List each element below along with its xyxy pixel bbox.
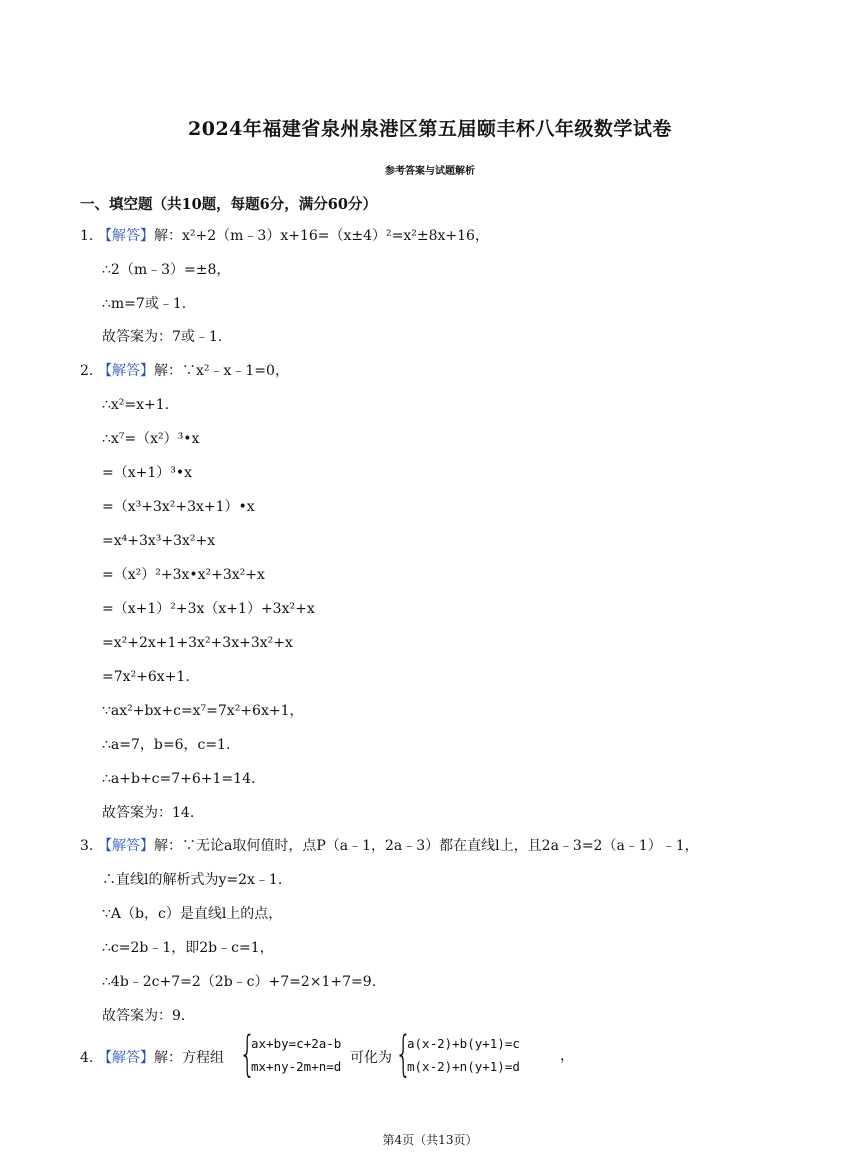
q2-line-5: =（x³+3x²+3x+1）•x — [102, 499, 255, 515]
q3-line-4: ∴c=2b﹣1，即2b﹣c=1， — [102, 940, 274, 956]
q2-line-13: ∴a+b+c=7+6+1=14. — [102, 771, 256, 787]
brace-left-icon: { — [395, 1026, 412, 1082]
q2-answer-tag: 【解答】 — [98, 363, 154, 379]
q4-answer-tag: 【解答】 — [98, 1050, 154, 1066]
q2-line-3: ∴x⁷=（x²）³•x — [102, 431, 200, 447]
q1-line-4: 故答案为：7或﹣1. — [102, 329, 223, 345]
brace-left-icon: { — [239, 1026, 256, 1082]
q3-line-6: 故答案为：9. — [102, 1008, 186, 1024]
page-title: 2024年福建省泉州泉港区第五届颐丰杯八年级数学试卷 — [188, 118, 672, 140]
q4-system-2-eq-1: a(x-2)+b(y+1)=c — [407, 1036, 520, 1051]
page-footer: 第4页（共13页） — [382, 1133, 478, 1147]
q2-line-12: ∴a=7，b=6，c=1. — [102, 737, 231, 753]
q3-number: 3. — [80, 838, 94, 854]
q1-number: 1. — [80, 228, 94, 244]
q3-line-3: ∵A（b，c）是直线l上的点， — [102, 906, 283, 922]
q1-text: 解：x²+2（m﹣3）x+16=（x±4）²=x²±8x+16， — [154, 228, 489, 244]
q3-line-1 — [80, 836, 699, 856]
q3-line-5: ∴4b﹣2c+7=2（2b﹣c）+7=2×1+7=9. — [102, 974, 377, 990]
q1-answer-tag: 【解答】 — [98, 228, 154, 244]
q2-line-11: ∵ax²+bx+c=x⁷=7x²+6x+1， — [102, 703, 304, 719]
q2-line-6: =x⁴+3x³+3x²+x — [102, 533, 216, 549]
q4-number: 4. — [80, 1050, 94, 1066]
q2-line-9: =x²+2x+1+3x²+3x+3x²+x — [102, 635, 293, 651]
q2-line-14: 故答案为：14. — [102, 805, 195, 821]
q1-line-2: ∴2（m﹣3）=±8， — [102, 262, 231, 278]
q4-prefix: 解：方程组 — [154, 1050, 224, 1066]
q2-line-1 — [80, 361, 289, 381]
q1-line-1 — [80, 226, 489, 246]
q2-line-8: =（x+1）²+3x（x+1）+3x²+x — [102, 601, 315, 617]
q2-line-7: =（x²）²+3x•x²+3x²+x — [102, 567, 265, 583]
q2-line-10: =7x²+6x+1. — [102, 669, 190, 685]
q4-system-1-eq-2: mx+ny-2m+n=d — [251, 1059, 342, 1074]
q4-suffix: ， — [560, 1048, 574, 1064]
q4-system-2 — [395, 1026, 575, 1082]
section-heading: 一、填空题（共10题，每题6分，满分60分） — [80, 196, 377, 213]
q3-answer-tag: 【解答】 — [98, 838, 154, 854]
q4-middle: 可化为 — [350, 1050, 392, 1066]
q2-number: 2. — [80, 363, 94, 379]
page-subtitle: 参考答案与试题解析 — [385, 166, 475, 177]
q2-line-2: ∴x²=x+1. — [102, 397, 170, 413]
q3-line-2: ∴直线l的解析式为y=2x﹣1. — [102, 872, 283, 888]
q4-system-2-eq-2: m(x-2)+n(y+1)=d — [407, 1059, 520, 1074]
q2-text: 解：∵x²﹣x﹣1=0， — [154, 363, 289, 379]
q2-line-4: =（x+1）³•x — [102, 465, 193, 481]
q4-system-1-eq-1: ax+by=c+2a-b — [251, 1036, 342, 1051]
q3-text: 解：∵无论a取何值时，点P（a﹣1，2a﹣3）都在直线l上，且2a﹣3=2（a﹣1）﹣1， — [154, 838, 699, 854]
q1-line-3: ∴m=7或﹣1. — [102, 296, 187, 312]
